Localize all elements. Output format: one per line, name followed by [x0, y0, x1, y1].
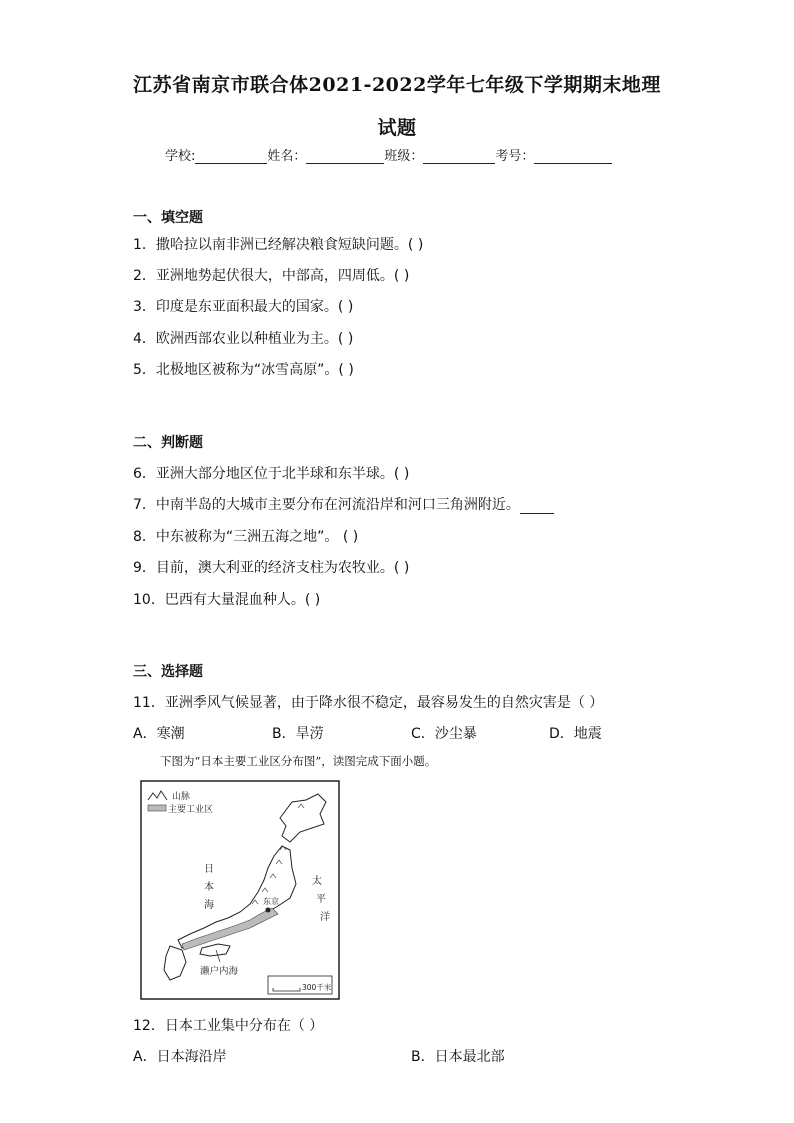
q12-option-b[interactable]: B．日本最北部 — [411, 1049, 505, 1065]
school-label: 学校: — [165, 149, 196, 164]
exam-no-label: 考号： — [495, 149, 535, 164]
seto-label: 濑户内海 — [200, 966, 239, 977]
q12-option-a[interactable]: A．日本海沿岸 — [133, 1049, 227, 1065]
school-blank[interactable] — [195, 149, 267, 164]
question-7 — [133, 494, 554, 514]
question-9: 9．目前，澳大利亚的经济支柱为农牧业。( ) — [133, 560, 410, 576]
question-2: 2．亚洲地势起伏很大，中部高，四周低。( ) — [133, 268, 410, 284]
q11-option-c[interactable]: C．沙尘暴 — [411, 726, 477, 742]
question-5: 5．北极地区被称为“冰雪高原”。( ) — [133, 362, 354, 378]
page-title-line2: 试题 — [377, 117, 417, 139]
question-12: 12．日本工业集中分布在（ ） — [133, 1018, 324, 1034]
pacific-char-3: 洋 — [320, 912, 330, 923]
scale-label: 300千米 — [302, 983, 332, 992]
section-fill-heading: 一、填空题 — [133, 210, 203, 226]
question-7-text: 7．中南半岛的大城市主要分布在河流沿岸和河口三角洲附近。 — [133, 497, 520, 513]
q11-option-a[interactable]: A．寒潮 — [133, 726, 185, 742]
tokyo-dot — [266, 908, 271, 913]
class-blank[interactable] — [423, 149, 495, 164]
question-4: 4．欧洲西部农业以种植业为主。( ) — [133, 331, 354, 347]
sea-japan-char-3: 海 — [204, 900, 214, 911]
industry-legend-icon — [148, 805, 166, 811]
sea-japan-char-1: 日 — [204, 864, 214, 875]
student-info-row — [165, 145, 612, 164]
japan-industry-map — [140, 780, 340, 1000]
question-6: 6．亚洲大部分地区位于北半球和东半球。( ) — [133, 466, 410, 482]
exam-no-blank[interactable] — [534, 149, 612, 164]
pacific-char-2: 平 — [316, 894, 326, 905]
legend-industry-label: 主要工业区 — [168, 805, 214, 815]
q11-option-b[interactable]: B．旱涝 — [272, 726, 324, 742]
question-10: 10．巴西有大量混血种人。( ) — [133, 592, 321, 608]
section-judge-heading: 二、判断题 — [133, 435, 203, 451]
page-title-line1: 江苏省南京市联合体2021-2022学年七年级下学期期末地理 — [133, 74, 661, 96]
section-choice-heading: 三、选择题 — [133, 664, 203, 680]
class-label: 班级： — [384, 149, 424, 164]
question-1: 1．撒哈拉以南非洲已经解决粮食短缺问题。( ) — [133, 237, 424, 253]
answer-blank[interactable] — [520, 499, 554, 514]
q11-option-d[interactable]: D．地震 — [549, 726, 602, 742]
legend-mountain-label: 山脉 — [172, 792, 191, 802]
question-3: 3．印度是东亚面积最大的国家。( ) — [133, 299, 354, 315]
name-blank[interactable] — [306, 149, 384, 164]
pacific-char-1: 太 — [312, 876, 322, 887]
question-8: 8．中东被称为“三洲五海之地”。 ( ) — [133, 529, 359, 545]
question-11: 11．亚洲季风气候显著，由于降水很不稳定，最容易发生的自然灾害是（ ） — [133, 695, 604, 711]
name-label: 姓名： — [267, 149, 307, 164]
sea-japan-char-2: 本 — [204, 882, 214, 893]
tokyo-label: 东京 — [263, 897, 279, 906]
map-intro: 下图为“日本主要工业区分布图”，读图完成下面小题。 — [160, 754, 437, 768]
